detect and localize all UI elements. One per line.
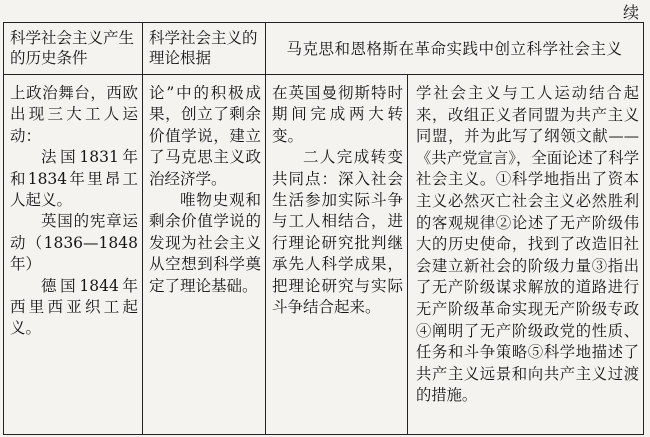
content-row — [4, 75, 644, 435]
cell-communist-manifesto — [408, 75, 644, 435]
col2-paragraph-2: 唯物史观和剩余价值学说的发现为社会主义从空想到科学奠定了理论基础。 — [149, 191, 261, 295]
cell-historical-conditions — [4, 75, 143, 435]
comparison-table — [3, 22, 644, 435]
header-historical-conditions: 科学社会主义产生的历史条件 — [4, 23, 143, 75]
col1-paragraph-4: 德国1844年西里西亚织工起义。 — [10, 276, 138, 338]
header-marx-engels-founding: 马克思和恩格斯在革命实践中创立科学社会主义 — [266, 23, 644, 75]
col3-paragraph-2: 二人完成转变共同点：深入社会生活参加实际斗争与工人相结合，进行理论研究批判继承先人科学成果，把理论研究与实际斗争结合起来。 — [272, 148, 403, 317]
header-row — [4, 23, 644, 75]
col4-paragraph-1: 学社会主义与工人运动结合起来，改组正义者同盟为共产主义同盟，并为此写了纲领文献——《共产党宣言》，全面论述了科学社会主义。①科学地指出了资本主义必然灭亡社会主义必然胜利的客观规律②论述了无产阶级伟大的历史使命，找到了改造旧社会建立新社会的阶级力量③指出了无产阶级谋求解放的道路进行无产阶级革命实现无产阶级专政④阐明了无产阶级政党的性质、任务和斗争策略⑤科学地描述了共产主义远景和向共产主义过渡的措施。 — [416, 84, 640, 405]
col3-paragraph-1: 在英国曼彻斯特时期间完成两大转变。 — [272, 84, 403, 145]
col1-paragraph-2: 法国1831年和1834年里昂工人起义。 — [10, 148, 138, 210]
col1-paragraph-3: 英国的宪章运动（1836—1848年） — [10, 212, 138, 274]
col1-paragraph-1: 上政治舞台，西欧出现三大工人运动： — [10, 84, 138, 145]
header-theoretical-basis: 科学社会主义的理论根据 — [143, 23, 266, 75]
cell-two-transformations — [266, 75, 408, 435]
cell-theoretical-basis — [143, 75, 266, 435]
col2-paragraph-1: 论”中的积极成果，创立了剩余价值学说，建立了马克思主义政治经济学。 — [149, 84, 261, 188]
continued-label: 续 — [622, 3, 640, 22]
